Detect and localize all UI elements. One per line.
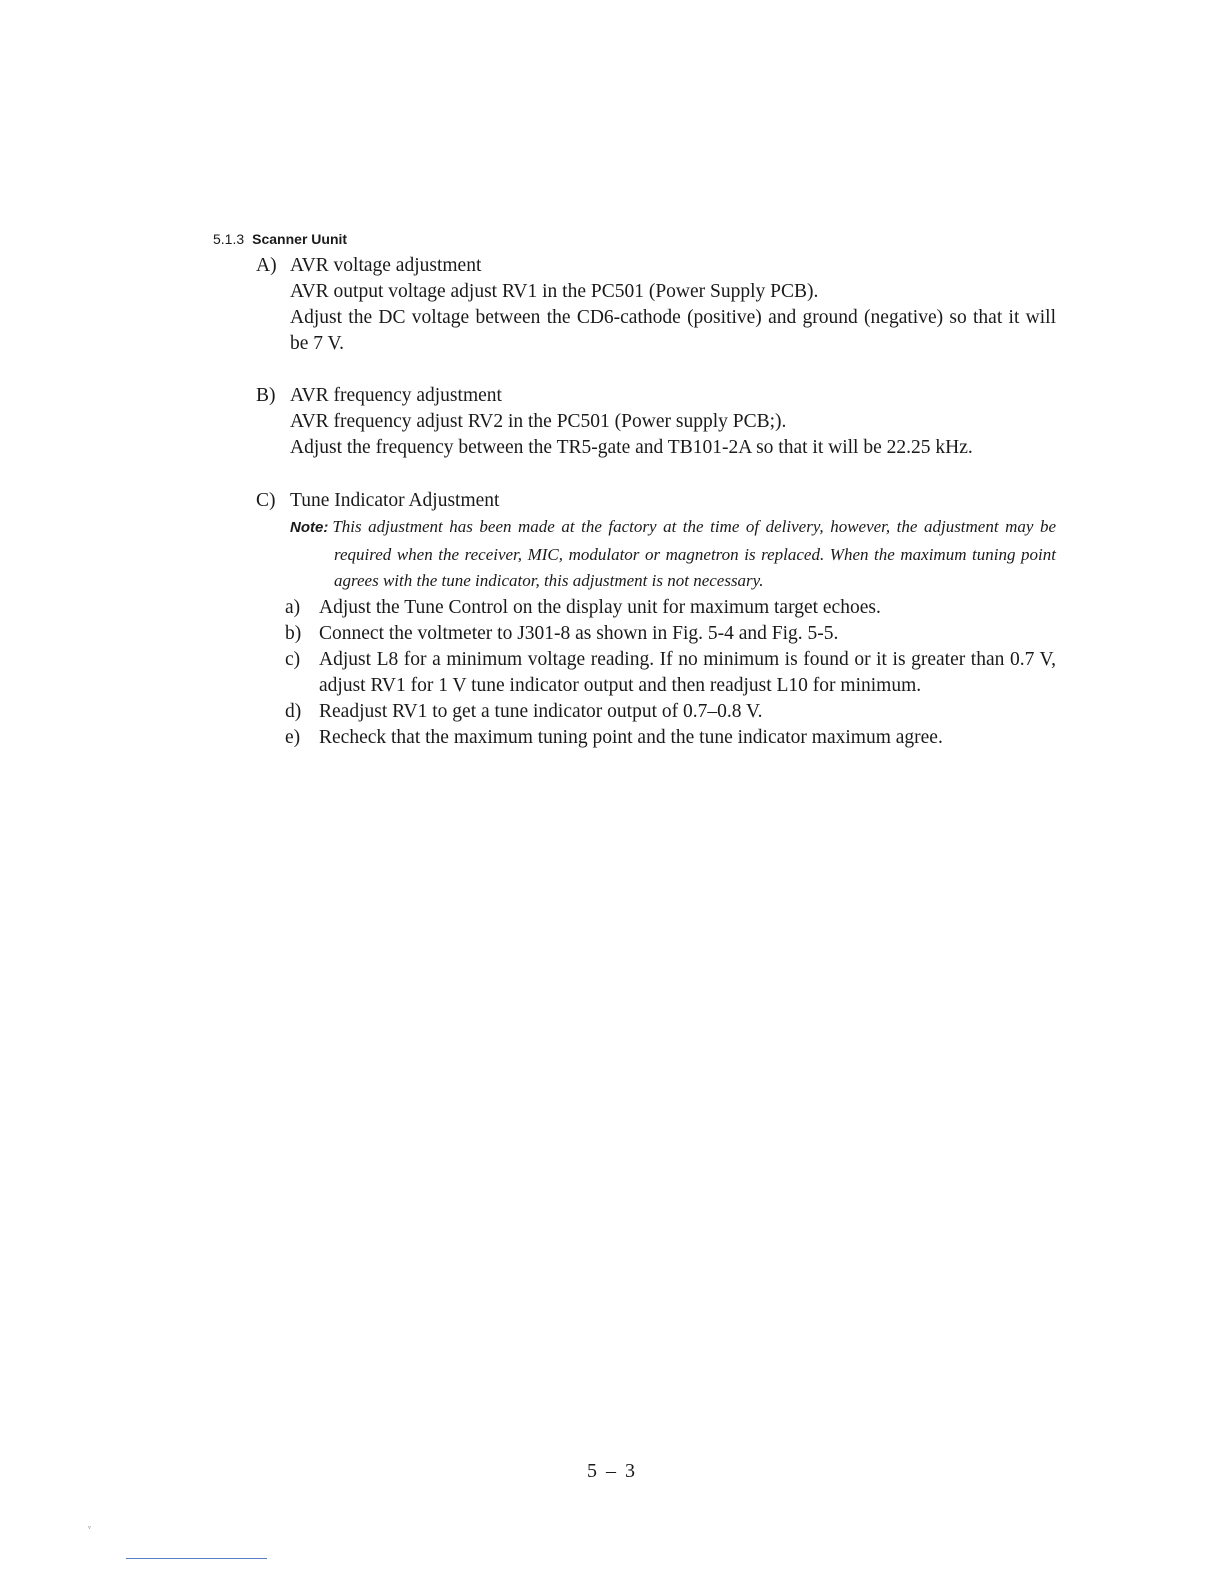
block-avr-voltage <box>256 253 1056 357</box>
note <box>290 514 1056 595</box>
step-marker: c) <box>285 648 301 670</box>
step-marker: a) <box>285 596 301 618</box>
step-item <box>285 699 1056 725</box>
block-title-text: Tune Indicator Adjustment <box>290 490 500 511</box>
block-title-text: AVR voltage adjustment <box>290 255 482 276</box>
scan-artifact: ᵥ <box>88 1520 91 1531</box>
note-text: This adjustment has been made at the factory at the time of delivery, however, the adjustment may be required when the receiver, MIC, modulator or magnetron is replaced. When the maximum tuning point agrees with the tune indicator, this adjustment is not necessary. <box>332 517 1056 590</box>
step-list <box>285 595 1056 751</box>
step-marker: d) <box>285 700 302 722</box>
step-item <box>285 595 1056 621</box>
block-title <box>256 383 1056 409</box>
note-label: Note: <box>290 519 329 536</box>
block-title <box>256 253 1056 279</box>
block-letter: A) <box>256 255 277 276</box>
block-letter: B) <box>256 385 276 406</box>
paragraph: Adjust the DC voltage between the CD6-cathode (positive) and ground (negative) so that it will be 7 V. <box>290 307 1056 354</box>
block-letter: C) <box>256 490 276 511</box>
paragraph: Adjust the frequency between the TR5-gate and TB101-2A so that it will be 22.25 kHz. <box>290 437 973 458</box>
block-avr-frequency <box>256 383 1056 461</box>
paragraph: AVR frequency adjust RV2 in the PC501 (Power supply PCB;). <box>290 411 787 432</box>
step-marker: e) <box>285 726 301 748</box>
step-marker: b) <box>285 622 302 644</box>
step-item <box>285 621 1056 647</box>
block-title <box>256 488 1056 514</box>
block-tune-indicator <box>256 488 1056 751</box>
section-heading <box>213 231 347 247</box>
step-text: Readjust RV1 to get a tune indicator output of 0.7–0.8 V. <box>319 700 763 722</box>
block-title-text: AVR frequency adjustment <box>290 385 502 406</box>
step-text: Adjust L8 for a minimum voltage reading. If no minimum is found or it is greater than 0.7 V, adjust RV1 for 1 V tune indicator output and then readjust L10 for minimum. <box>319 648 1056 696</box>
step-text: Recheck that the maximum tuning point and the tune indicator maximum agree. <box>319 726 943 748</box>
page-number: 5 – 3 <box>587 1460 637 1482</box>
step-item <box>285 725 1056 751</box>
section-title: Scanner Uunit <box>252 231 348 247</box>
footer-rule <box>126 1558 267 1559</box>
section-number: 5.1.3 <box>213 231 245 247</box>
step-text: Connect the voltmeter to J301-8 as shown in Fig. 5-4 and Fig. 5-5. <box>319 622 839 644</box>
step-text: Adjust the Tune Control on the display unit for maximum target echoes. <box>319 596 881 618</box>
paragraph: AVR output voltage adjust RV1 in the PC501 (Power Supply PCB). <box>290 281 819 302</box>
step-item <box>285 647 1056 699</box>
